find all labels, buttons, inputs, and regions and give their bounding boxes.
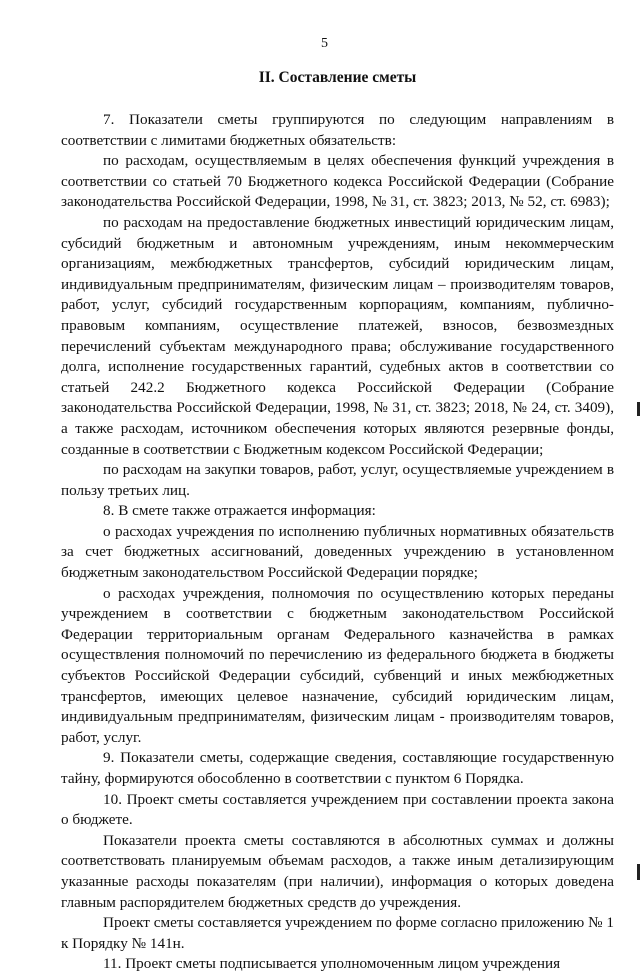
paragraph-7-procurement: по расходам на закупки товаров, работ, услуг, осуществляемые учреждением в пользу третьих лиц. <box>61 461 614 499</box>
paragraph-8: 8. В смете также отражается информация: <box>103 502 376 520</box>
paragraph-8-public-obligations: о расходах учреждения по исполнению публичных нормативных обязательств за счет бюджетных ассигнований, доведенных учреждению в установленном бюджетным законодательством Российской Федерации порядке; <box>61 522 614 582</box>
paragraph-7-functions: по расходам, осуществляемым в целях обеспечения функций учреждения в соответствии со статьей 70 Бюджетного кодекса Российской Федерации (Собрание законодательства Российской Федерации, 1998, № 31, ст. 3823; 2013, № 52, ст. 6983); <box>61 152 614 211</box>
paragraph-7: 7. Показатели сметы группируются по следующим направлениям в соответствии с лимитами бюджетных обязательств: <box>61 111 614 149</box>
section-title: II. Составление сметы <box>258 69 417 86</box>
page-number: 5 <box>321 36 328 51</box>
paragraph-9: 9. Показатели сметы, содержащие сведения, составляющие государственную тайну, формируются обособленно в соответствии с пунктом 6 Порядка. <box>61 749 614 787</box>
paragraph-7-investments: по расходам на предоставление бюджетных инвестиций юридическим лицам, субсидий бюджетным и автономным учреждениям, иным некоммерческим организациям, межбюджетных трансфертов, субсидий юридическим лицам, индивидуальным предпринимателям, физическим лицам – производителям товаров, работ, услуг, субсидий государственным корпорациям, компаниям, публично-правовым компаниям, осуществление платежей, взносов, безвозмездных перечислений субъектам международного права; обслуживание государственного долга, исполнение государственных гарантий, судебных актов в соответствии со статьей 242.2 Бюджетного кодекса Российской Федерации (Собрание законодательства Российской Федерации, 1998, № 31, ст. 3823; 2018, № 24, ст. 3409), а также расходам, источником обеспечения которых являются резервные фонды, созданные в соответствии с Бюджетным кодексом Российской Федерации; <box>61 213 614 458</box>
paragraph-10-indicators: Показатели проекта сметы составляются в абсолютных суммах и должны соответствовать планируемым объемам расходов, а также иным детализирующим указанные расходы показателям (при наличии), информация о которых доведена главным распорядителем бюджетных средств до учреждения. <box>61 831 614 911</box>
paragraph-8-delegated-powers: о расходах учреждения, полномочия по осуществлению которых переданы учреждением в соответствии с бюджетным законодательством Российской Федерации территориальным органам Федерального казначейства в рамках осуществления полномочий по перечислению из федерального бюджета в бюджеты субъектов Российской Федерации субсидий, субвенций и иных межбюджетных трансфертов, имеющих целевое назначение, субсидий юридическим лицам, индивидуальным предпринимателям, физическим лицам - производителям товаров, работ, услуг. <box>61 584 614 746</box>
paragraph-10: 10. Проект сметы составляется учреждением при составлении проекта закона о бюджете. <box>61 790 614 829</box>
paragraph-11: 11. Проект сметы подписывается уполномоченным лицом учреждения <box>103 955 561 973</box>
paragraph-10-form: Проект сметы составляется учреждением по форме согласно приложению № 1 к Порядку № 141н. <box>61 914 614 952</box>
